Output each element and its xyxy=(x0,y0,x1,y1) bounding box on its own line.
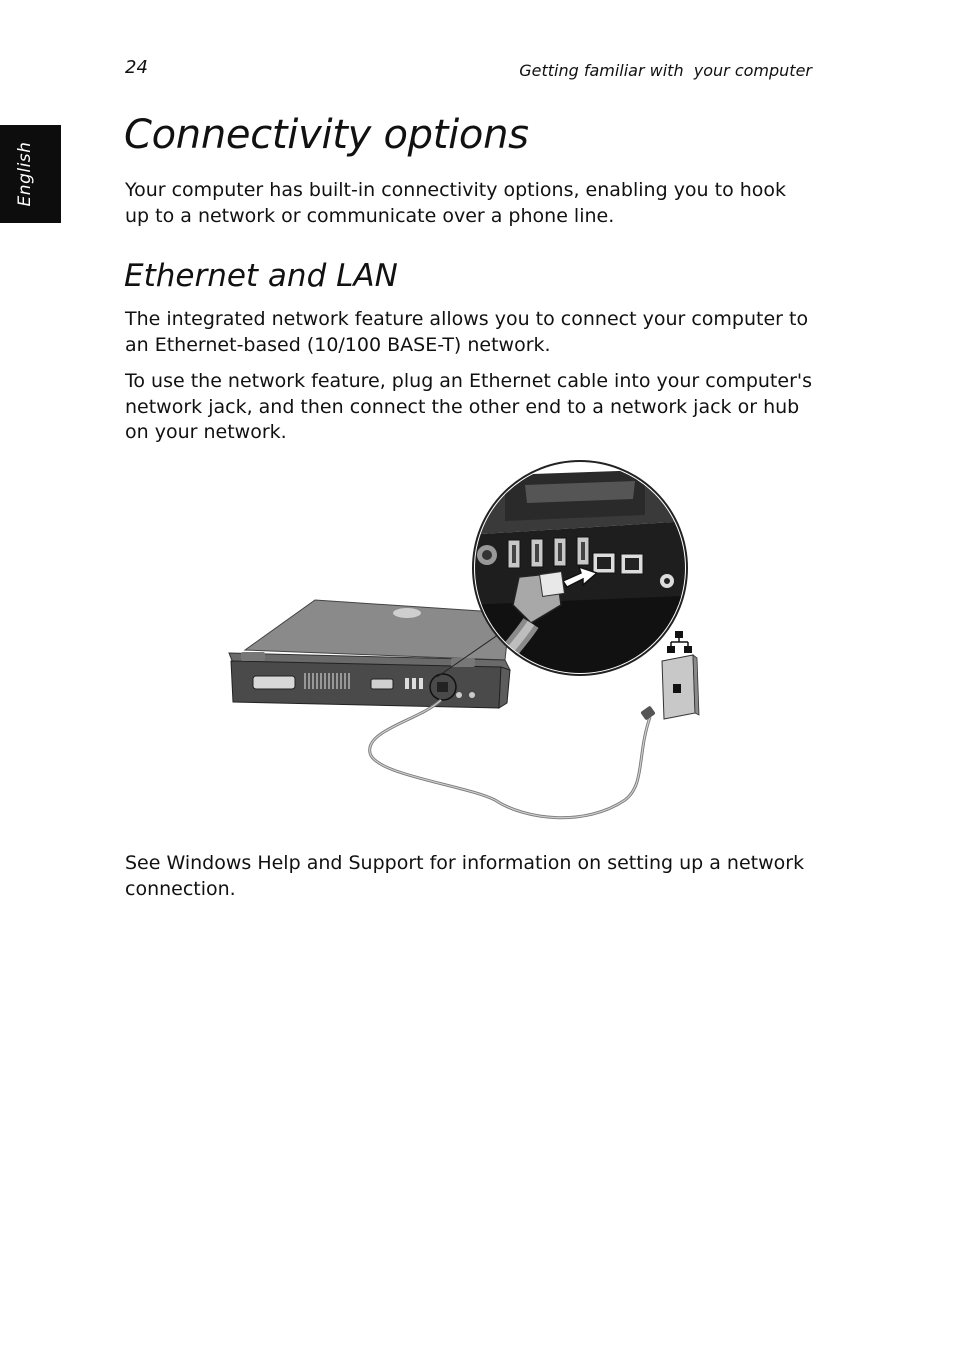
page-number: 24 xyxy=(125,57,148,78)
section-paragraph-2: To use the network feature, plug an Ethernet cable into your computer's network jack, and then connect the other end to a network jack or hub on your network. xyxy=(125,370,813,443)
ethernet-connection-illustration xyxy=(205,455,725,835)
laptop-illustration xyxy=(229,600,510,708)
running-header: Getting familiar with your computer xyxy=(519,61,812,80)
network-icon xyxy=(667,631,692,653)
ethernet-plug-icon xyxy=(640,705,656,720)
section-paragraph-1: The integrated network feature allows you to connect your computer to an Ethernet-based (10/100 BASE-T) network. xyxy=(125,308,809,356)
language-tab-label: English xyxy=(15,141,35,207)
wall-jack-icon xyxy=(662,655,699,719)
section-heading: Ethernet and LAN xyxy=(124,258,398,294)
intro-paragraph: Your computer has built-in connectivity options, enabling you to hook up to a network or communicate over a phone line. xyxy=(125,179,787,227)
footer-paragraph: See Windows Help and Support for information on setting up a network connection. xyxy=(125,852,805,900)
page-title: Connectivity options xyxy=(124,112,529,158)
